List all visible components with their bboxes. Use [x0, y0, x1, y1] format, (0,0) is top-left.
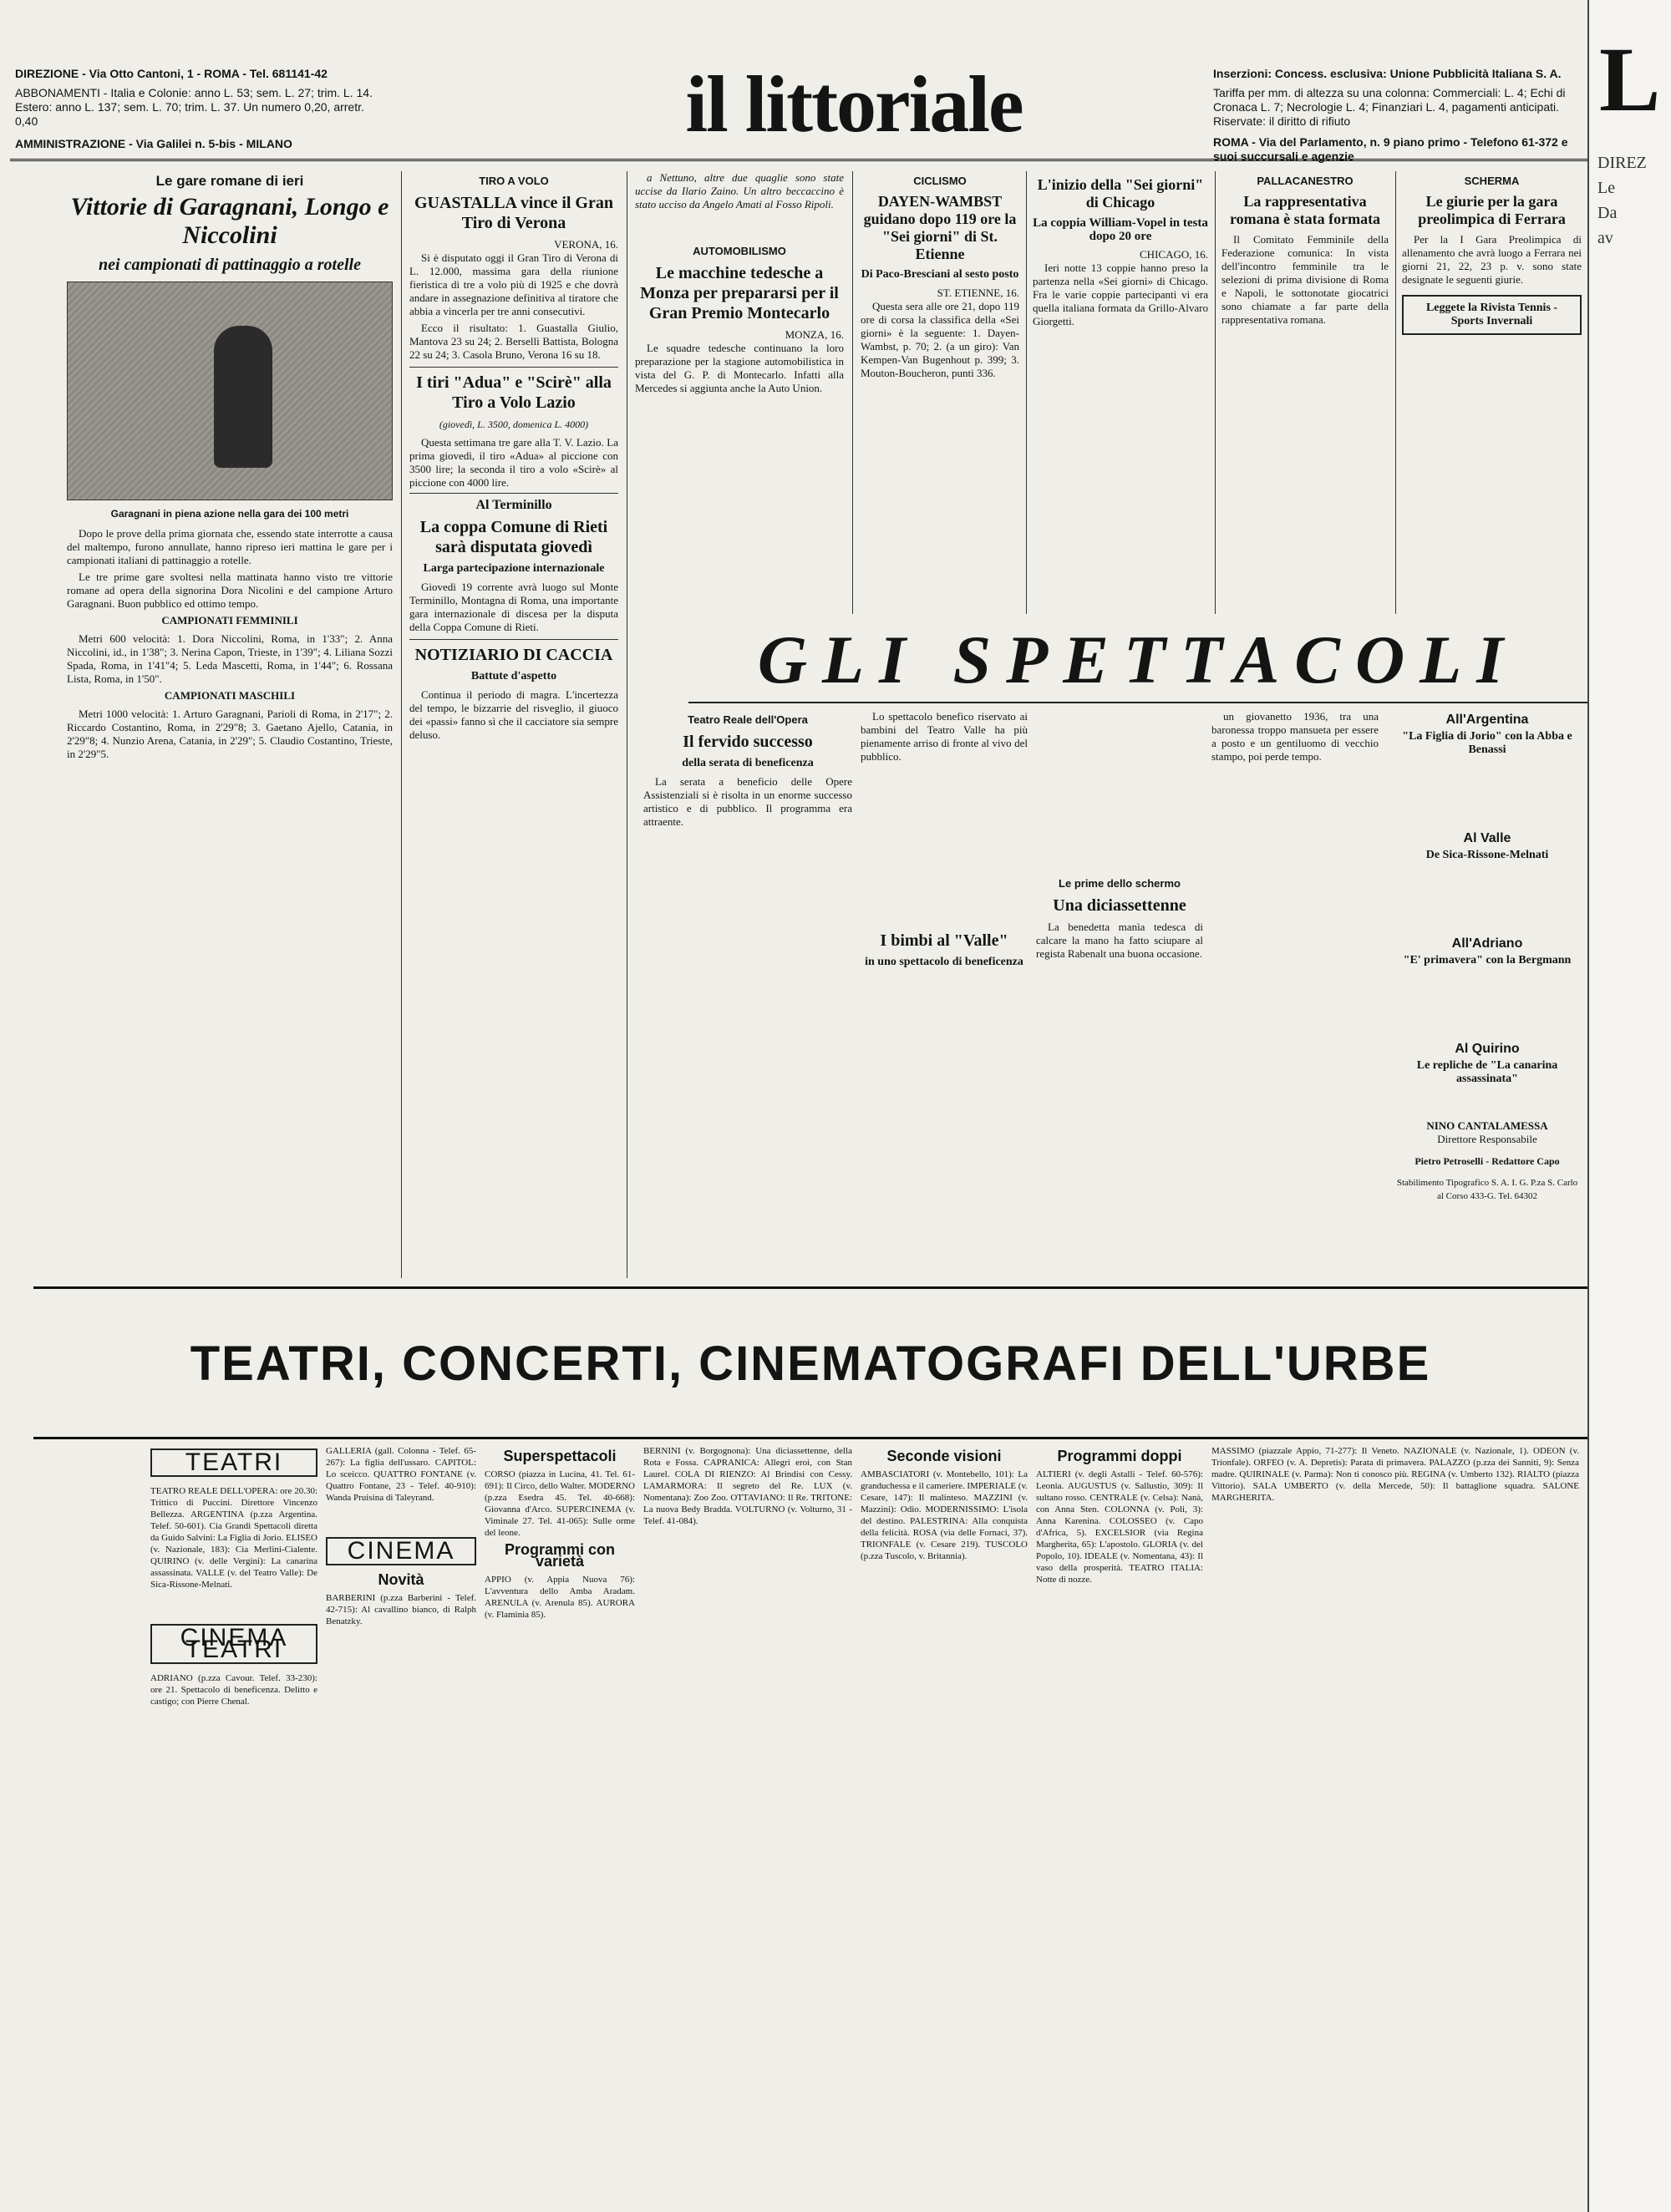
- teatri-box: TEATRI: [150, 1448, 317, 1477]
- printer-line: Stabilimento Tipografico S. A. I. G. P.za S. Carlo al Corso 433-G. Tel. 64302: [1396, 1178, 1578, 1201]
- spettacoli-column-4: [1211, 710, 1379, 1278]
- section-divider: [33, 1286, 1587, 1289]
- listing-text: ADRIANO (p.zza Cavour. Telef. 33-230): ore 21. Spettacolo di beneficenza. Delitto e castigo; con Pierre Chenal.: [150, 1673, 317, 1707]
- kicker: TIRO A VOLO: [479, 175, 549, 187]
- masthead: [10, 58, 1587, 161]
- edge-line: av: [1597, 229, 1613, 247]
- headline: DAYEN-WAMBST guidano dopo 119 ore la "Sei giorni" di St. Etienne: [863, 193, 1017, 262]
- kicker: All'Argentina: [1445, 713, 1529, 727]
- paragraph: Questa settimana tre gare alla T. V. Lazio. La prima giovedì, il tiro «Adua» al piccione con 3500 lire; la seconda il tiro a volo «Scirè» al piccione con 4000 lire.: [409, 436, 618, 489]
- cinema-box: CINEMA: [326, 1537, 476, 1565]
- spettacoli-column-2: [861, 710, 1028, 1278]
- masthead-left: [15, 67, 374, 151]
- director-role: Direttore Responsabile: [1437, 1133, 1537, 1145]
- spettacoli-column-5: [1395, 710, 1579, 1278]
- skater-photo: [67, 282, 393, 500]
- newspaper-title: il littoriale: [685, 59, 1023, 149]
- redattore-line: Pietro Petroselli - Redattore Capo: [1415, 1155, 1560, 1167]
- photo-caption: Garagnani in piena azione nella gara dei 100 metri: [110, 508, 349, 520]
- inserzioni-line: Inserzioni: Concess. esclusiva: Unione Pubblicità Italiana S. A.: [1213, 67, 1562, 80]
- headline: La coppa Comune di Rieti sarà disputata giovedì: [419, 518, 608, 556]
- column-rule: [1215, 171, 1216, 614]
- masthead-right: [1213, 67, 1581, 164]
- roma-address-line: ROMA - Via del Parlamento, n. 9 piano primo - Telefono 61-372 e suoi succursali e agenzie: [1213, 135, 1568, 163]
- listing-column-6: [1036, 1445, 1203, 2197]
- dateline: ST. ETIENNE, 16.: [937, 287, 1019, 299]
- spettacoli-column-3: [1036, 710, 1203, 1278]
- listing-column-7: [1211, 1445, 1579, 2197]
- paragraph: La serata a beneficio delle Opere Assistenziali si è risolta in un enorme successo artistico e di pubblico. Il programma era attraente.: [643, 775, 852, 828]
- kicker: PALLACANESTRO: [1257, 175, 1354, 187]
- adjacent-page-edge: [1587, 0, 1671, 2212]
- headline: NOTIZIARIO DI CACCIA: [409, 639, 618, 665]
- subheadline: della serata di beneficenza: [682, 757, 814, 769]
- column-rule: [401, 171, 402, 1278]
- section-title: Programmi doppi: [1057, 1448, 1182, 1464]
- paragraph: Dopo le prove della prima giornata che, essendo state interrotte a causa del maltempo, furono annullate, hanno ripreso ieri mattina le gare per i campionati italiani di pattinaggio a rotelle.: [67, 527, 393, 566]
- kicker: SCHERMA: [1464, 175, 1520, 187]
- paragraph: Ieri notte 13 coppie hanno preso la partenza nella «Sei giorni» di Chicago. Fra le varie coppie partecipanti vi era quella italiana formata da Grillo-Alvaro Giorgetti.: [1033, 261, 1208, 327]
- kicker: Teatro Reale dell'Opera: [688, 713, 808, 726]
- spettacoli-column-1: [643, 710, 852, 1278]
- listing-text: AMBASCIATORI (v. Montebello, 101): La granduchessa e il cameriere. IMPERIALE (v. Cesare, 147): Il malinteso. MAZZINI (v. Mazzini): Odio. MODERNISSIMO: L'isola del destino. PALESTRINA: Alla conquista della felicità. ROSA (via delle Fornaci, 37). TRIONFALE (v. Cesare 219). TUSCOLO (p.zza Tuscolo, v. Britannia).: [861, 1469, 1028, 1561]
- paragraph: Il Comitato Femminile della Federazione comunica: In vista dell'incontro femminile tra le selezioni di prima divisione di Roma e Napoli, le sottonotate giocatrici sono chiamate a far parte della rappresentativa romana.: [1222, 233, 1389, 326]
- column-cycling: [861, 171, 1019, 614]
- column-chicago: [1033, 171, 1208, 614]
- paragraph: Si è disputato oggi il Gran Tiro di Verona di L. 12.000, massima gara della riunione fieristica di tre a volo più di 1925 e che dovrà andare in assegnazione definitiva al tiratore che abbia a vincerla per tre anni consecutivi.: [409, 251, 618, 317]
- paragraph: Giovedì 19 corrente avrà luogo sul Monte Terminillo, Montagna di Roma, una importante gara internazionale di discesa per la disputa della Coppa Comune di Rieti.: [409, 581, 618, 633]
- paragraph: Le tre prime gare svoltesi nella mattinata hanno visto tre vittorie romane ad opera della signorina Dora Nicolini e del campione Arturo Garagnani. Buon pubblico ed ottimo tempo.: [67, 571, 393, 610]
- direzione-line: DIREZIONE - Via Otto Cantoni, 1 - ROMA - Tel. 681141-42: [15, 67, 328, 80]
- headline: GUASTALLA vince il Gran Tiro di Verona: [414, 194, 613, 232]
- kicker: All'Adriano: [1451, 936, 1523, 951]
- results-heading: CAMPIONATI FEMMINILI: [161, 614, 298, 627]
- listing-text: BERNINI (v. Borgognona): Una diciassettenne, della Rota e Fossa. CAPRANICA: Allegri eroi, con Stan Laurel. COLA DI RIENZO: Al Brindisi con Cessy. LAMARMORA: Il segreto del Re. LUX (v. Nomentana): Zoo Zoo. OTTAVIANO: Il Re. TRITONE: La nuova Bedy Bradda. VOLTURNO (v. Volturno, 31 - Telef. 41-084).: [643, 1446, 852, 1526]
- headline: Le macchine tedesche a Monza per prepararsi per il Gran Premio Montecarlo: [640, 264, 839, 322]
- subheadline: Larga partecipazione internazionale: [423, 562, 605, 575]
- listing-text: APPIO (v. Appia Nuova 76): L'avventura dello Amba Aradam. ARENULA (v. Arenula 85). AURORA (v. Flaminia 85).: [485, 1575, 635, 1620]
- subheadline: De Sica-Rissone-Melnati: [1425, 849, 1549, 861]
- listing-column-4: [643, 1445, 852, 2197]
- headline: I bimbi al "Valle": [880, 931, 1008, 950]
- kicker: Le gare romane di ieri: [155, 173, 304, 189]
- section-title: Superspettacoli: [503, 1448, 617, 1464]
- column-roller-skating: [67, 171, 393, 1274]
- column-rule: [1395, 171, 1396, 614]
- listing-column-5: [861, 1445, 1028, 2197]
- headline: La rappresentativa romana è stata formata: [1229, 193, 1381, 227]
- subheadline: Battute d'aspetto: [470, 670, 557, 682]
- paragraph: Lo spettacolo benefico riservato ai bambini del Teatro Valle ha più pienamente arriso di fronte al vivo del pubblico.: [861, 710, 1028, 763]
- headline: Al Terminillo: [409, 493, 618, 512]
- paragraph: Ecco il risultato: 1. Guastalla Giulio, Mantova 23 su 24; 2. Bersellì Battista, Bologna 22 su 24; 3. Casola Bruno, Verona 16 su 18.: [409, 322, 618, 361]
- headline: I tiri "Adua" e "Scirè" alla Tiro a Volo Lazio: [409, 367, 618, 413]
- edge-line: DIREZ: [1597, 154, 1647, 172]
- listing-column-1: [150, 1445, 317, 2197]
- paragraph: Continua il periodo di magra. L'incertezza del tempo, le bizzarrie del risveglio, il giuoco dei «passi» fanno sì che il cacciatore sia sempre deluso.: [409, 688, 618, 741]
- column-rule: [852, 171, 853, 614]
- results-text: Metri 1000 velocità: 1. Arturo Garagnani, Parioli di Roma, in 2'17"; 2. Riccardo Costantino, Roma, in 2'29"8; 3. Gaetano Ajello, Catania, in 2'29"8; 4. Nunzio Arena, Catania, in 2'29"; 5. Claudio Costantino, Trieste, in 2'29"5.: [67, 708, 393, 760]
- dateline: MONZA, 16.: [785, 328, 844, 341]
- section-title: Programmi con varietà: [504, 1541, 616, 1570]
- edge-lines: [1597, 150, 1671, 251]
- cinema-teatri-box: CINEMA TEATRI: [150, 1624, 317, 1664]
- headline: Una diciassettenne: [1053, 896, 1186, 915]
- tariffa-line: Tariffa per mm. di altezza su una colonna: Commerciali: L. 4; Echi di Cronaca L. 7; Necrologie L. 4; Finanziari L. 4, pagamenti anticipati. Riservate: il diritto di rifiuto: [1213, 86, 1566, 128]
- listing-text: CORSO (piazza in Lucina, 41. Tel. 61-691): Il Circo, dello Walter. MODERNO (p.zza Esedra 45. Tel. 40-668): Giovanna d'Arco. SUPERCINEMA (v. Viminale 27. Tel. 41-065): Sulle orme del leone.: [485, 1469, 635, 1538]
- paragraph: Per la I Gara Preolimpica di allenamento che avrà luogo a Ferrara nei giorni 21, 22, 23 p. v. sono state designate le seguenti giurie.: [1402, 233, 1582, 286]
- edge-line: Da: [1597, 204, 1618, 222]
- paragraph: a Nettuno, altre due quaglie sono state uccise da Ilario Zaino. Un altro beccaccino è stato ucciso da Angelo Amati al Fosso Ripoli.: [635, 171, 844, 211]
- subheadline: (giovedì, L. 3500, domenica L. 4000): [439, 419, 589, 430]
- edge-line: Le: [1597, 179, 1616, 197]
- paragraph: Le squadre tedesche continuano la loro preparazione per la stagione automobilistica in vista del G. P. di Montecarlo. Infatti alla Mercedes si aggiunta anche la Auto Union.: [635, 342, 844, 394]
- column-shooting: [409, 171, 618, 1274]
- listing-text: TEATRO REALE DELL'OPERA: ore 20.30: Trittico di Puccini. Direttore Vincenzo Bellezza. ARGENTINA (p.zza Argentina. Telef. 50-601). Cia Grandi Spettacoli diretta da Guido Salvini: La Figlia di Jorio. ELISEO (v. Nazionale, 183): Cia Merlini-Cialente. QUIRINO (v. delle Vergini): La canarina assassinata. VALLE (v. del Teatro Valle): De Sica-Rissone-Melnati.: [150, 1486, 317, 1590]
- director-name: NINO CANTALAMESSA: [1426, 1119, 1548, 1132]
- edge-letter: L: [1599, 28, 1661, 130]
- subheadline: Di Paco-Bresciani al sesto posto: [861, 268, 1019, 281]
- paragraph: La benedetta manìa tedesca di calcare la mano ha fatto sciupare al regista Rabenalt una buona occasione.: [1036, 921, 1203, 960]
- listing-text: ALTIERI (v. degli Astalli - Telef. 60-576): Leonia. AUGUSTUS (v. Sallustio, 309): Il sultano rosso. CENTRALE (v. Celsa): Nanà, con Anna Sten. COLONNA (v. Poli, 3): Anna Karenina. COLOSSEO (v. Capo d'Africa, 5). EXCELSIOR (via Regina Margherita, 65): L'apostolo. GLORIA (v. del Popolo, 10). IDEALE (v. Nomentana, 43): Il vaso della prosperità. TEATRO ITALIA: Notte di nozze.: [1036, 1469, 1203, 1585]
- subheadline: La coppia William-Vopel in testa dopo 20 ore: [1033, 216, 1208, 243]
- kicker: Al Quirino: [1455, 1042, 1520, 1056]
- rivista-ad: Leggete la Rivista Tennis - Sports Invernali: [1402, 295, 1582, 335]
- paragraph: un giovanetto 1936, tra una baronessa troppo mansueta per essere a posto e un gentiluomo di vecchio stampo, poi perde tempo.: [1211, 710, 1379, 763]
- results-text: Metri 600 velocità: 1. Dora Niccolini, Roma, in 1'33"; 2. Anna Niccolini, id., in 1'38"; 3. Nerina Capon, Trieste, in 1'39"; 4. Liliana Sozzi Spada, Roma, in 1'41"4; 5. Leda Mascetti, Roma, in 1'44"; 6. Rossana Lista, Roma, in 1'50".: [67, 632, 393, 685]
- headline: L'inizio della "Sei giorni" di Chicago: [1037, 176, 1204, 211]
- subheadline: nei campionati di pattinaggio a rotelle: [99, 256, 361, 274]
- column-motorsport: [635, 171, 844, 614]
- kicker: Al Valle: [1463, 831, 1511, 845]
- listing-text: MASSIMO (piazzale Appio, 71-277): Il Veneto. NAZIONALE (v. Nazionale, 1). ODEON (v. Trionfale). ORFEO (v. A. Depretis): Parata di primavera. PALAZZO (p.zza dei Sanniti, 9): Senza madre. QUIRINALE (v. Parma): Non ti conosco più. REGINA (v. Umberto 132). RIALTO (piazza Vittorio). SALA UMBERTO (v. della Mercede, 50): Il battaglione squadra. SALONE MARGHERITA.: [1211, 1446, 1579, 1503]
- section-title: Novità: [378, 1571, 424, 1588]
- amministrazione-line: AMMINISTRAZIONE - Via Galilei n. 5-bis - MILANO: [15, 137, 292, 150]
- paragraph: Questa sera alle ore 21, dopo 119 ore di corsa la classifica della «Sei giorni» è la seguente: 1. Dayen-Wambst, p. 70; 2. (a un giro): Van Kempen-Van Bugenhout p. 399; 3. Mouton-Boucheron, punti 336.: [861, 300, 1019, 379]
- listing-column-3: [485, 1445, 635, 2197]
- headline: Le giurie per la gara preolimpica di Ferrara: [1418, 193, 1566, 227]
- abbonamenti-line: ABBONAMENTI - Italia e Colonie: anno L. 53; sem. L. 27; trim. L. 14. Estero: anno L. 137; sem. L. 70; trim. L. 37. Un numero 0,20, arretr. 0,40: [15, 86, 373, 128]
- section-title: Seconde visioni: [886, 1448, 1002, 1464]
- dateline: CHICAGO, 16.: [1140, 248, 1208, 261]
- listing-text: BARBERINI (p.zza Barberini - Telef. 42-715): Al cavallino bianco, di Ralph Benatzky.: [326, 1593, 476, 1626]
- headline: Vittorie di Garagnani, Longo e Niccolini: [70, 193, 389, 249]
- subheadline: Le repliche de "La canarina assassinata": [1416, 1059, 1558, 1085]
- subheadline: "La Figlia di Jorio" con la Abba e Benassi: [1402, 730, 1572, 756]
- listing-column-2: [326, 1445, 476, 2197]
- results-heading: CAMPIONATI MASCHILI: [164, 689, 296, 702]
- spettacoli-heading: GLI SPETTACOLI: [688, 618, 1587, 703]
- kicker: CICLISMO: [913, 175, 967, 187]
- subheadline: "E' primavera" con la Bergmann: [1403, 954, 1572, 966]
- column-fencing: [1402, 171, 1582, 614]
- column-basketball: [1222, 171, 1389, 614]
- kicker: AUTOMOBILISMO: [693, 245, 786, 257]
- column-rule: [1026, 171, 1027, 614]
- theatres-banner: TEATRI, CONCERTI, CINEMATOGRAFI DELL'URBE: [33, 1291, 1587, 1439]
- subheadline: in uno spettacolo di beneficenza: [865, 956, 1023, 968]
- kicker: Le prime dello schermo: [1059, 877, 1181, 890]
- dateline: VERONA, 16.: [554, 238, 618, 251]
- listing-text: GALLERIA (gall. Colonna - Telef. 65-267): La figlia dell'ussaro. CAPITOL: Lo sceicco. QUATTRO FONTANE (v. Quattro Fontane, 23 - Telef. 40-910): Wanda Pruisina di Taleyrand.: [326, 1446, 476, 1503]
- headline: Il fervido successo: [683, 733, 813, 751]
